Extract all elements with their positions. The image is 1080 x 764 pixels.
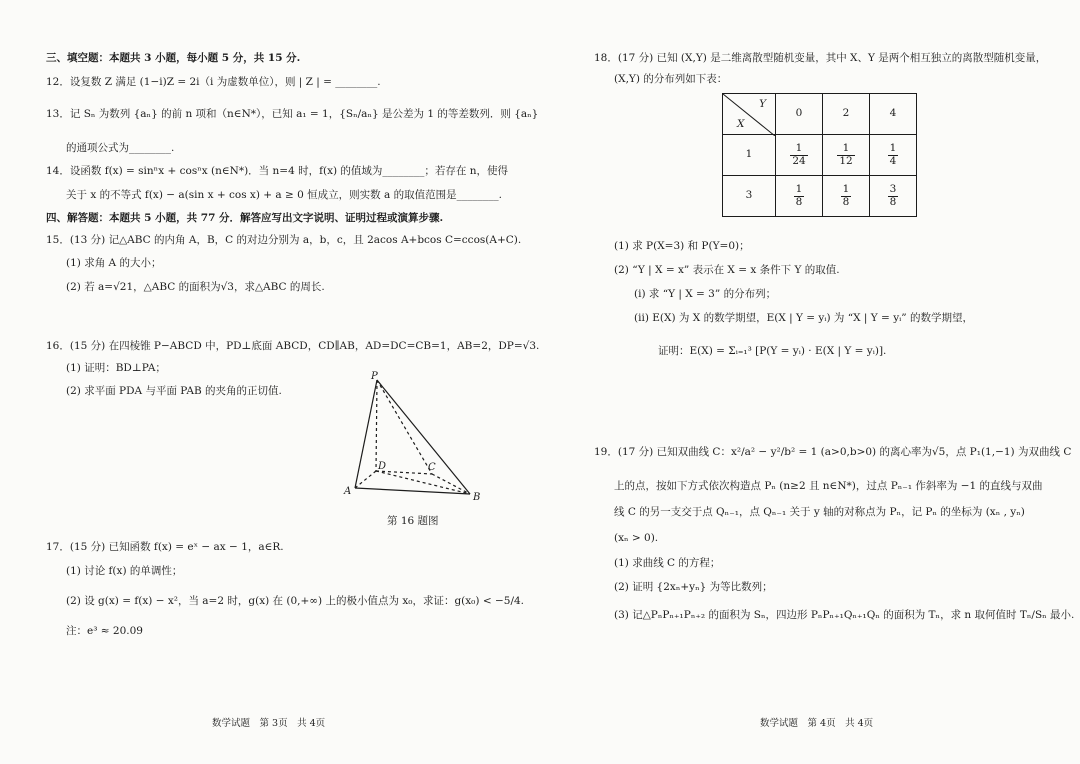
- footer-page-3: 数学试题 第 3页 共 4页: [212, 718, 326, 729]
- question-17-stem: 17．(15 分) 已知函数 f(x) = eˣ − ax − 1，a∈R.: [46, 541, 284, 553]
- label-c: C: [428, 462, 436, 473]
- table-row: [723, 176, 917, 217]
- edge-ab: [355, 488, 470, 494]
- question-16-stem: 16．(15 分) 在四棱锥 P−ABCD 中，PD⊥底面 ABCD，CD∥AB，AD=DC=CB=1，AB=2，DP=√3.: [46, 340, 540, 352]
- distribution-table: [722, 93, 917, 217]
- cell-numerator: 1: [795, 183, 803, 196]
- question-15-stem: 15．(13 分) 记△ABC 的内角 A，B，C 的对边分别为 a，b，c，且 2acos A+bcos C=ccos(A+C).: [46, 234, 522, 246]
- cell-denominator: 8: [889, 195, 897, 208]
- cell-denominator: 12: [839, 154, 853, 167]
- question-19-part-1: (1) 求曲线 C 的方程；: [614, 557, 721, 569]
- question-16-part-2: (2) 求平面 PDA 与平面 PAB 的夹角的正切值.: [66, 385, 282, 397]
- corner-y-label: Y: [759, 98, 766, 110]
- label-a: A: [344, 486, 352, 497]
- corner-diagonal: [723, 94, 775, 136]
- label-d: D: [378, 461, 387, 472]
- edge-cb: [432, 474, 470, 494]
- section-3-title: 三、填空题：本题共 3 小题，每小题 5 分，共 15 分.: [46, 52, 301, 64]
- edge-db: [376, 471, 470, 494]
- question-19-part-2: (2) 证明 {2xₙ+yₙ} 为等比数列；: [614, 581, 773, 593]
- question-17-note: 注：e³ ≈ 20.09: [66, 625, 143, 637]
- label-b: B: [473, 492, 481, 503]
- page-4: [540, 0, 1080, 764]
- table-row: [723, 135, 917, 176]
- question-19-stem-line-4: (xₙ > 0).: [614, 532, 659, 544]
- figure-caption: 第 16 题图: [387, 515, 439, 527]
- col-header: 4: [870, 94, 917, 135]
- question-18-part-2: (2) “Y | X = x” 表示在 X = x 条件下 Y 的取值.: [614, 264, 840, 276]
- question-18-stem-line-2: (X,Y) 的分布列如下表：: [614, 73, 728, 85]
- question-18-part-2-i: (i) 求 “Y | X = 3” 的分布列；: [634, 288, 777, 300]
- edge-pd: [376, 380, 377, 471]
- label-p: P: [371, 371, 378, 382]
- cell-numerator: 3: [889, 183, 897, 196]
- question-17-part-2: (2) 设 g(x) = f(x) − x²，当 a=2 时，g(x) 在 (0,+∞) 上的极小值点为 x₀，求证：g(x₀) < −5/4.: [66, 595, 525, 607]
- pyramid-figure: [340, 370, 490, 505]
- edge-pa: [355, 380, 377, 488]
- table-cell: [776, 135, 823, 176]
- table-cell: [870, 135, 917, 176]
- table-cell: [823, 176, 870, 217]
- question-18-proof: 证明：E(X) = Σᵢ₌₁³ [P(Y = yᵢ) · E(X | Y = yᵢ)].: [658, 345, 887, 357]
- question-14-line-1: 14．设函数 f(x) = sinⁿx + cosⁿx (n∈N*)．当 n=4 时，f(x) 的值域为________；若存在 n，使得: [46, 165, 509, 177]
- table-cell: [823, 135, 870, 176]
- table-cell: [776, 176, 823, 217]
- question-17-part-1: (1) 讨论 f(x) 的单调性；: [66, 565, 183, 577]
- question-19-stem-line-1: 19．(17 分) 已知双曲线 C：x²/a² − y²/b² = 1 (a>0,b>0) 的离心率为√5，点 P₁(1,−1) 为双曲线 C: [594, 446, 1072, 458]
- row-header: 3: [723, 176, 776, 217]
- edge-pb: [377, 380, 470, 494]
- cell-denominator: 8: [842, 195, 850, 208]
- question-13-line-1: 13．记 Sₙ 为数列 {aₙ} 的前 n 项和（n∈N*），已知 a₁ = 1，{Sₙ/aₙ} 是公差为 1 的等差数列．则 {aₙ}: [46, 108, 539, 120]
- question-15-part-2: (2) 若 a=√21，△ABC 的面积为√3，求△ABC 的周长.: [66, 281, 325, 293]
- cell-numerator: 1: [842, 183, 850, 196]
- question-15-part-1: (1) 求角 A 的大小；: [66, 257, 162, 269]
- question-18-stem-line-1: 18．(17 分) 已知 (X,Y) 是二维离散型随机变量，其中 X、Y 是两个相互独立的离散型随机变量，: [594, 52, 1047, 64]
- question-19-part-3: (3) 记△PₙPₙ₊₁Pₙ₊₂ 的面积为 Sₙ，四边形 PₙPₙ₊₁Qₙ₊₁Qₙ 的面积为 Tₙ，求 n 取何值时 Tₙ/Sₙ 最小.: [614, 609, 1075, 621]
- table-header-row: [723, 94, 917, 135]
- edge-pc: [377, 380, 432, 474]
- cell-numerator: 1: [889, 142, 897, 155]
- question-19-stem-line-2: 上的点，按如下方式依次构造点 Pₙ (n≥2 且 n∈N*)，过点 Pₙ₋₁ 作斜率为 −1 的直线与双曲: [614, 480, 1043, 492]
- cell-numerator: 1: [790, 143, 807, 155]
- question-19-stem-line-3: 线 C 的另一支交于点 Qₙ₋₁，点 Qₙ₋₁ 关于 y 轴的对称点为 Pₙ，记 Pₙ 的坐标为 (xₙ , yₙ): [614, 506, 1025, 518]
- cell-denominator: 24: [792, 154, 806, 167]
- section-4-title: 四、解答题：本题共 5 小题，共 77 分．解答应写出文字说明、证明过程或演算步骤.: [46, 212, 444, 224]
- question-14-line-2: 关于 x 的不等式 f(x) − a(sin x + cos x) + a ≥ 0 恒成立，则实数 a 的取值范围是________.: [66, 189, 502, 201]
- question-18-part-1: (1) 求 P(X=3) 和 P(Y=0)；: [614, 240, 750, 252]
- question-12: 12．设复数 Z 满足 (1−i)Z = 2i（i 为虚数单位），则 | Z | = ________.: [46, 76, 381, 88]
- table-corner-cell: [723, 94, 776, 135]
- question-16-part-1: (1) 证明：BD⊥PA；: [66, 362, 166, 374]
- cell-denominator: 4: [889, 154, 897, 167]
- corner-x-label: X: [737, 117, 745, 130]
- col-header: 2: [823, 94, 870, 135]
- cell-numerator: 1: [837, 143, 854, 155]
- question-18-part-2-ii: (ii) E(X) 为 X 的数学期望，E(X | Y = yᵢ) 为 “X | Y = yᵢ” 的数学期望，: [634, 312, 973, 324]
- cell-denominator: 8: [795, 195, 803, 208]
- table-cell: [870, 176, 917, 217]
- col-header: 0: [776, 94, 823, 135]
- question-13-line-2: 的通项公式为________.: [66, 142, 175, 154]
- row-header: 1: [723, 135, 776, 176]
- footer-page-4: 数学试题 第 4页 共 4页: [760, 718, 874, 729]
